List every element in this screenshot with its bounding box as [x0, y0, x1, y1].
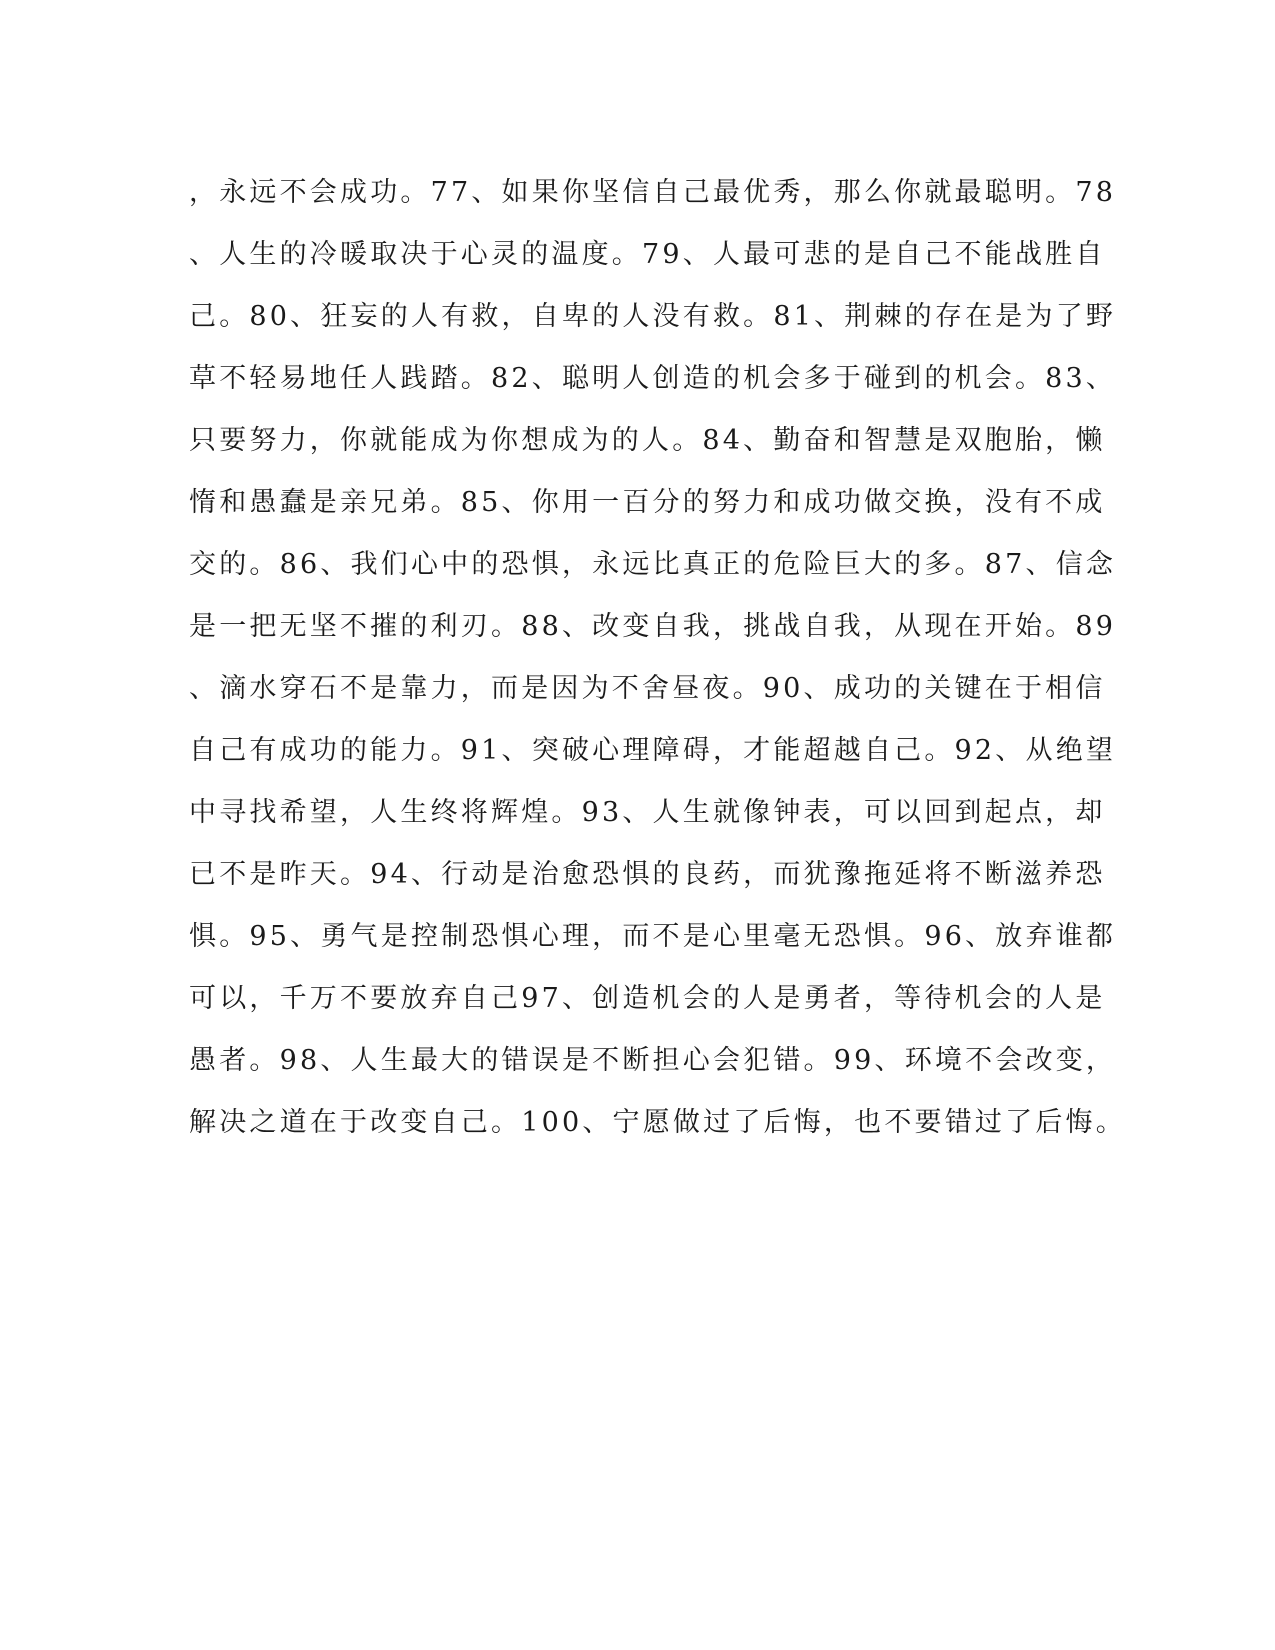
text-line-8: 是一把无坚不摧的利刃。88、改变自我，挑战自我，从现在开始。89 [189, 611, 1117, 642]
text-line-7: 交的。86、我们心中的恐惧，永远比真正的危险巨大的多。87、信念 [189, 549, 1117, 580]
text-line-15: 愚者。98、人生最大的错误是不断担心会犯错。99、环境不会改变， [189, 1045, 1117, 1076]
text-line-9: 、滴水穿石不是靠力，而是因为不舍昼夜。90、成功的关键在于相信 [189, 673, 1106, 704]
text-line-1: ，永远不会成功。77、如果你坚信自己最优秀，那么你就最聪明。78 [189, 177, 1117, 208]
text-line-14: 可以，千万不要放弃自己97、创造机会的人是勇者，等待机会的人是 [189, 983, 1106, 1014]
text-line-2: 、人生的冷暖取决于心灵的温度。79、人最可悲的是自己不能战胜自 [189, 239, 1106, 270]
text-line-6: 惰和愚蠢是亲兄弟。85、你用一百分的努力和成功做交换，没有不成 [189, 487, 1106, 518]
text-line-16: 解决之道在于改变自己。100、宁愿做过了后悔，也不要错过了后悔。 [189, 1107, 1126, 1138]
text-line-11: 中寻找希望，人生终将辉煌。93、人生就像钟表，可以回到起点，却 [189, 797, 1106, 828]
text-line-13: 惧。95、勇气是控制恐惧心理，而不是心里毫无恐惧。96、放弃谁都 [189, 921, 1117, 952]
text-line-5: 只要努力，你就能成为你想成为的人。84、勤奋和智慧是双胞胎，懒 [189, 425, 1106, 456]
text-line-12: 已不是昨天。94、行动是治愈恐惧的良药，而犹豫拖延将不断滋养恐 [189, 859, 1106, 890]
text-line-4: 草不轻易地任人践踏。82、聪明人创造的机会多于碰到的机会。83、 [189, 363, 1117, 394]
body-text [189, 162, 1126, 1154]
text-line-3: 己。80、狂妄的人有救，自卑的人没有救。81、荆棘的存在是为了野 [189, 301, 1117, 332]
text-line-10: 自己有成功的能力。91、突破心理障碍，才能超越自己。92、从绝望 [189, 735, 1117, 766]
